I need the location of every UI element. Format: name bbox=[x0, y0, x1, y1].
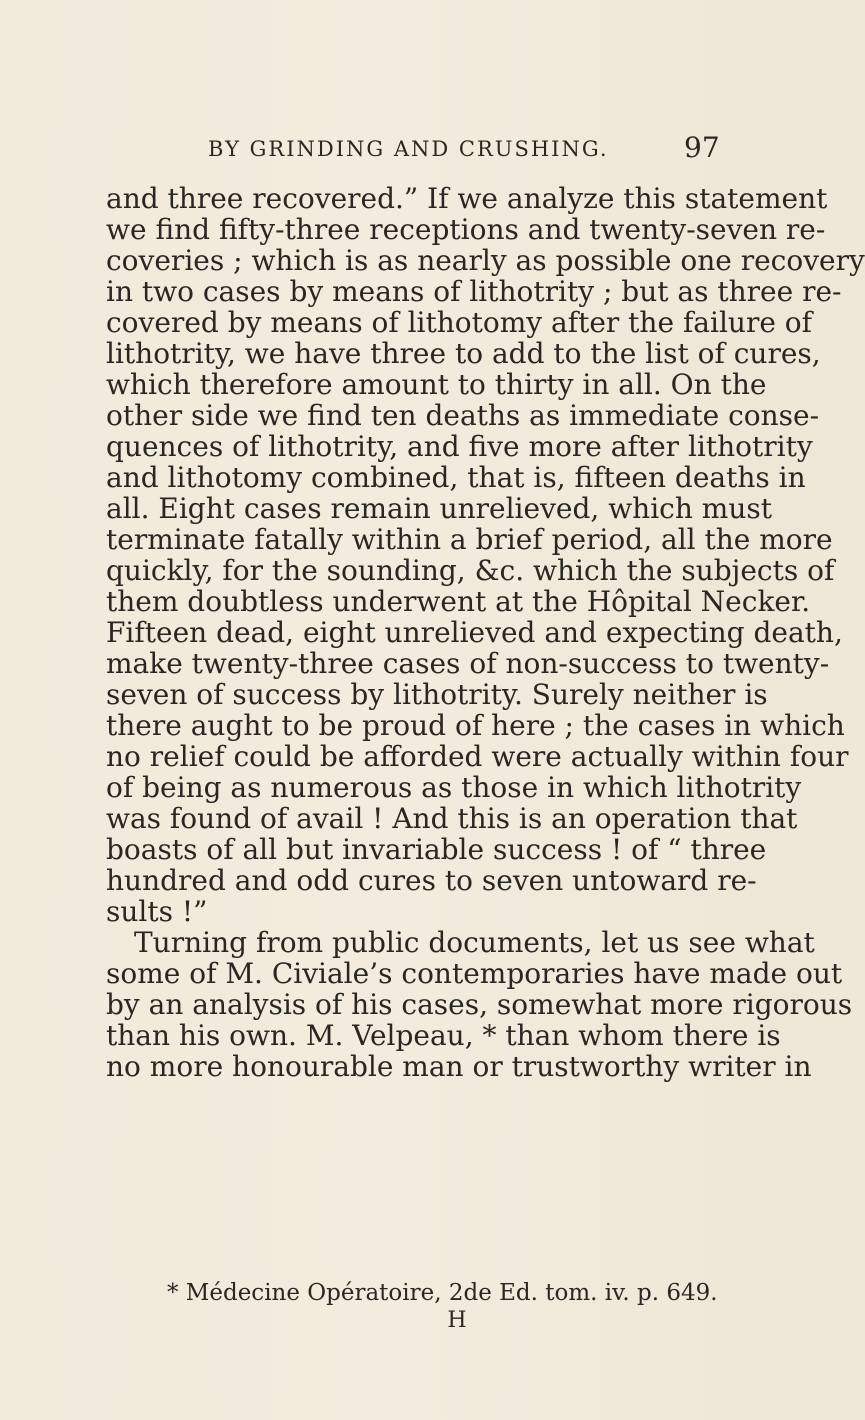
text-line: was found of avail ! And this is an operation that bbox=[106, 802, 798, 835]
text-line: quickly, for the sounding, &c. which the subjects of bbox=[106, 554, 835, 587]
text-line: Fifteen dead, eight unrelieved and expecting death, bbox=[106, 616, 843, 649]
running-head bbox=[208, 131, 720, 167]
text-line: some of M. Civiale’s contemporaries have made out bbox=[106, 957, 843, 990]
text-line: covered by means of lithotomy after the failure of bbox=[106, 306, 813, 339]
text-line: coveries ; which is as nearly as possible one recovery bbox=[106, 244, 865, 277]
running-title: BY GRINDING AND CRUSHING. bbox=[208, 137, 609, 161]
text-line: boasts of all but invariable success ! of “ three bbox=[106, 833, 767, 866]
body-text bbox=[106, 181, 865, 1083]
text-line: in two cases by means of lithotrity ; but as three re- bbox=[106, 275, 842, 308]
text-line: no more honourable man or trustworthy writer in bbox=[106, 1050, 812, 1083]
text-line: which therefore amount to thirty in all. On the bbox=[106, 368, 767, 401]
text-line: there aught to be proud of here ; the cases in which bbox=[106, 709, 845, 742]
paragraph-start-line: Turning from public documents, let us see what bbox=[134, 926, 815, 959]
text-line: quences of lithotrity, and five more after lithotrity bbox=[106, 430, 813, 463]
text-line: them doubtless underwent at the Hôpital Necker. bbox=[106, 585, 811, 618]
text-line: sults !” bbox=[106, 895, 208, 928]
text-line: than his own. M. Velpeau, * than whom there is bbox=[106, 1019, 781, 1052]
page-number: 97 bbox=[684, 131, 720, 164]
text-line: make twenty-three cases of non-success to twenty- bbox=[106, 647, 830, 680]
text-line: of being as numerous as those in which lithotrity bbox=[106, 771, 802, 804]
text-line: by an analysis of his cases, somewhat more rigorous bbox=[106, 988, 853, 1021]
text-line: seven of success by lithotrity. Surely neither is bbox=[106, 678, 768, 711]
footnote: * Médecine Opératoire, 2de Ed. tom. iv. p. 649. bbox=[167, 1280, 718, 1306]
text-line: hundred and odd cures to seven untoward re- bbox=[106, 864, 757, 897]
signature-mark: H bbox=[447, 1308, 467, 1333]
text-line: no relief could be afforded were actually within four bbox=[106, 740, 849, 773]
text-line: and three recovered.” If we analyze this statement bbox=[106, 182, 828, 215]
text-line: terminate fatally within a brief period, all the more bbox=[106, 523, 833, 556]
text-line: all. Eight cases remain unrelieved, which must bbox=[106, 492, 772, 525]
text-line: other side we find ten deaths as immediate conse- bbox=[106, 399, 820, 432]
text-line: and lithotomy combined, that is, fifteen deaths in bbox=[106, 461, 806, 494]
text-line: lithotrity, we have three to add to the list of cures, bbox=[106, 337, 821, 370]
text-line: we find fifty-three receptions and twenty-seven re- bbox=[106, 213, 826, 246]
